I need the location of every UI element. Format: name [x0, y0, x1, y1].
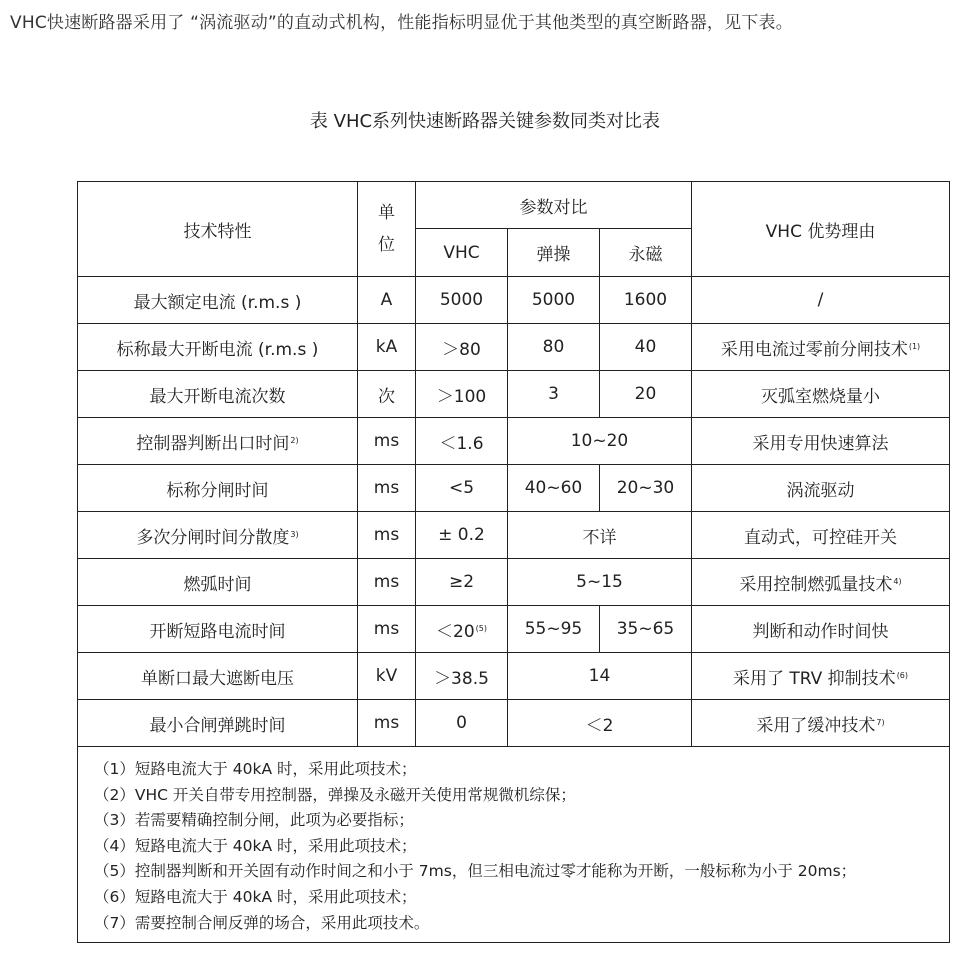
header-feature: 技术特性 — [78, 182, 358, 277]
cell-vhc-text: ＜1.6 — [439, 433, 484, 454]
cell-vhc-text: 0 — [456, 713, 467, 733]
cell-reason-text: 采用控制燃弧量技术 — [739, 574, 893, 595]
cell-feature-text: 标称分闸时间 — [166, 480, 269, 501]
cell-feature-text: 最大开断电流次数 — [149, 386, 286, 407]
cell-unit — [358, 559, 416, 606]
cell-unit-text: A — [380, 290, 393, 310]
header-magnet: 永磁 — [600, 229, 692, 277]
cell-others-merged — [508, 559, 692, 606]
header-unit-top: 单 — [378, 203, 395, 223]
cell-reason-text: / — [817, 290, 824, 310]
cell-vhc — [416, 606, 508, 653]
cell-vhc — [416, 512, 508, 559]
cell-unit — [358, 653, 416, 700]
cell-magnet — [600, 465, 692, 512]
cell-reason — [692, 606, 950, 653]
cell-feature — [78, 653, 358, 700]
cell-unit-text: kV — [375, 666, 398, 686]
footnotes — [78, 747, 950, 943]
cell-spring-text: 80 — [542, 337, 565, 357]
table-row — [78, 559, 950, 606]
table-row — [78, 606, 950, 653]
cell-vhc-text: ≥2 — [448, 572, 475, 592]
cell-feature-text: 单断口最大遮断电压 — [141, 668, 294, 689]
cell-magnet-text: 35~65 — [616, 619, 675, 639]
footnote-marker: (6) — [896, 670, 909, 680]
cell-reason-text: 采用了 TRV 抑制技术 — [732, 668, 896, 689]
comparison-table — [77, 181, 950, 943]
cell-feature-text: 燃弧时间 — [183, 574, 252, 595]
cell-feature — [78, 606, 358, 653]
header-unit — [358, 182, 416, 277]
cell-others-merged-text: 14 — [588, 666, 611, 686]
footnote-line: （4）短路电流大于 40kA 时，采用此项技术； — [94, 836, 417, 855]
cell-reason — [692, 277, 950, 324]
cell-unit-text: ms — [373, 713, 400, 733]
cell-feature — [78, 324, 358, 371]
cell-unit-text: kA — [375, 337, 398, 357]
header-compare: 参数对比 — [416, 182, 692, 229]
cell-magnet — [600, 371, 692, 418]
footnote-line: （6）短路电流大于 40kA 时，采用此项技术； — [94, 887, 417, 906]
cell-spring-text: 40~60 — [524, 478, 583, 498]
cell-feature — [78, 700, 358, 747]
cell-reason-text: 采用专用快速算法 — [752, 433, 889, 454]
footnote-marker: (5) — [475, 623, 487, 633]
cell-unit — [358, 606, 416, 653]
cell-reason — [692, 700, 950, 747]
footnote-line: （5）控制器判断和开关固有动作时间之和小于 7ms，但三相电流过零才能称为开断，一般标称为小于 20ms； — [94, 862, 857, 881]
cell-vhc — [416, 277, 508, 324]
cell-vhc-text: ＜20 — [436, 621, 475, 642]
footnote-line: （7）需要控制合闸反弹的场合，采用此项技术。 — [94, 913, 430, 932]
cell-spring — [508, 371, 600, 418]
footnote-line: （1）短路电流大于 40kA 时，采用此项技术； — [94, 760, 417, 778]
cell-spring — [508, 324, 600, 371]
footnote-line: （3）若需要精确控制分闸，此项为必要指标； — [94, 811, 414, 830]
cell-feature — [78, 465, 358, 512]
cell-unit-text: 次 — [378, 386, 395, 407]
cell-others-merged — [508, 700, 692, 747]
cell-reason-text: 涡流驱动 — [786, 480, 855, 501]
table-row — [78, 512, 950, 559]
cell-reason — [692, 559, 950, 606]
cell-spring — [508, 277, 600, 324]
cell-magnet — [600, 277, 692, 324]
cell-others-merged-text: ＜2 — [585, 715, 614, 736]
cell-vhc-text: ± 0.2 — [438, 525, 485, 545]
cell-unit — [358, 418, 416, 465]
cell-others-merged — [508, 512, 692, 559]
cell-feature-text: 最大额定电流 (r.m.s ) — [133, 292, 302, 313]
footnote-line: （2）VHC 开关自带专用控制器，弹操及永磁开关使用常规微机综保； — [94, 785, 576, 804]
table-row — [78, 277, 950, 324]
cell-unit — [358, 324, 416, 371]
cell-reason-text: 灭弧室燃烧量小 — [761, 386, 880, 407]
cell-unit-text: ms — [373, 525, 400, 545]
table-row — [78, 653, 950, 700]
cell-reason-text: 判断和动作时间快 — [752, 621, 889, 642]
cell-vhc — [416, 653, 508, 700]
cell-reason — [692, 371, 950, 418]
cell-reason — [692, 512, 950, 559]
cell-feature — [78, 418, 358, 465]
cell-unit — [358, 277, 416, 324]
cell-vhc-text: ＞100 — [436, 386, 487, 407]
cell-unit — [358, 700, 416, 747]
cell-feature — [78, 277, 358, 324]
footnote-marker: 7) — [876, 717, 885, 727]
cell-vhc — [416, 700, 508, 747]
cell-spring-text: 55~95 — [524, 619, 583, 639]
header-spring: 弹操 — [508, 229, 600, 277]
cell-magnet — [600, 324, 692, 371]
footnote-marker: 3) — [290, 529, 299, 539]
cell-unit-text: ms — [373, 478, 400, 498]
footnote-marker: 2) — [290, 435, 299, 445]
cell-magnet-text: 20~30 — [616, 478, 675, 498]
header-row — [78, 182, 950, 229]
cell-feature — [78, 371, 358, 418]
cell-unit — [358, 512, 416, 559]
footnote-marker: (1) — [908, 341, 921, 351]
intro-paragraph: VHC快速断路器采用了 “涡流驱动”的直动式机构，性能指标明显优于其他类型的真空断路器，见下表。 — [10, 13, 793, 33]
cell-spring — [508, 465, 600, 512]
cell-vhc-text: ＞38.5 — [434, 668, 489, 689]
cell-unit-text: ms — [373, 619, 400, 639]
table-row — [78, 418, 950, 465]
cell-spring-text: 5000 — [531, 290, 576, 310]
cell-reason — [692, 418, 950, 465]
table-row — [78, 700, 950, 747]
cell-feature — [78, 512, 358, 559]
cell-vhc-text: ＞80 — [442, 339, 481, 360]
cell-vhc-text: <5 — [448, 478, 475, 498]
cell-reason-text: 采用电流过零前分闸技术 — [720, 339, 908, 360]
cell-vhc — [416, 418, 508, 465]
header-vhc: VHC — [416, 229, 508, 277]
table-caption: 表 VHC系列快速断路器关键参数同类对比表 — [309, 111, 661, 132]
cell-unit-text: ms — [373, 572, 400, 592]
notes-row — [78, 747, 950, 943]
table-row — [78, 371, 950, 418]
header-reason: VHC 优势理由 — [692, 182, 950, 277]
cell-vhc — [416, 559, 508, 606]
cell-others-merged-text: 10~20 — [570, 431, 629, 451]
cell-others-merged-text: 不详 — [582, 527, 617, 548]
footnote-marker: 4) — [893, 576, 902, 586]
cell-others-merged-text: 5~15 — [576, 572, 623, 592]
cell-reason — [692, 653, 950, 700]
cell-others-merged — [508, 418, 692, 465]
cell-vhc — [416, 324, 508, 371]
cell-vhc — [416, 465, 508, 512]
header-unit-bottom: 位 — [378, 235, 395, 255]
cell-unit — [358, 371, 416, 418]
cell-feature-text: 开断短路电流时间 — [149, 621, 286, 642]
cell-reason — [692, 465, 950, 512]
cell-reason-text: 采用了缓冲技术 — [756, 715, 876, 736]
cell-magnet — [600, 606, 692, 653]
cell-feature-text: 最小合闸弹跳时间 — [149, 715, 286, 736]
table-row — [78, 465, 950, 512]
cell-feature-text: 多次分闸时间分散度 — [136, 527, 290, 548]
cell-unit — [358, 465, 416, 512]
cell-feature-text: 标称最大开断电流 (r.m.s ) — [116, 339, 319, 360]
cell-reason-text: 直动式，可控硅开关 — [744, 527, 897, 548]
cell-others-merged — [508, 653, 692, 700]
cell-feature-text: 控制器判断出口时间 — [136, 433, 290, 454]
cell-reason — [692, 324, 950, 371]
cell-magnet-text: 40 — [634, 337, 657, 357]
cell-feature — [78, 559, 358, 606]
cell-vhc-text: 5000 — [439, 290, 484, 310]
table-row — [78, 324, 950, 371]
cell-vhc — [416, 371, 508, 418]
cell-magnet-text: 1600 — [623, 290, 668, 310]
cell-magnet-text: 20 — [634, 384, 657, 404]
cell-spring — [508, 606, 600, 653]
cell-unit-text: ms — [373, 431, 400, 451]
cell-spring-text: 3 — [548, 384, 559, 404]
